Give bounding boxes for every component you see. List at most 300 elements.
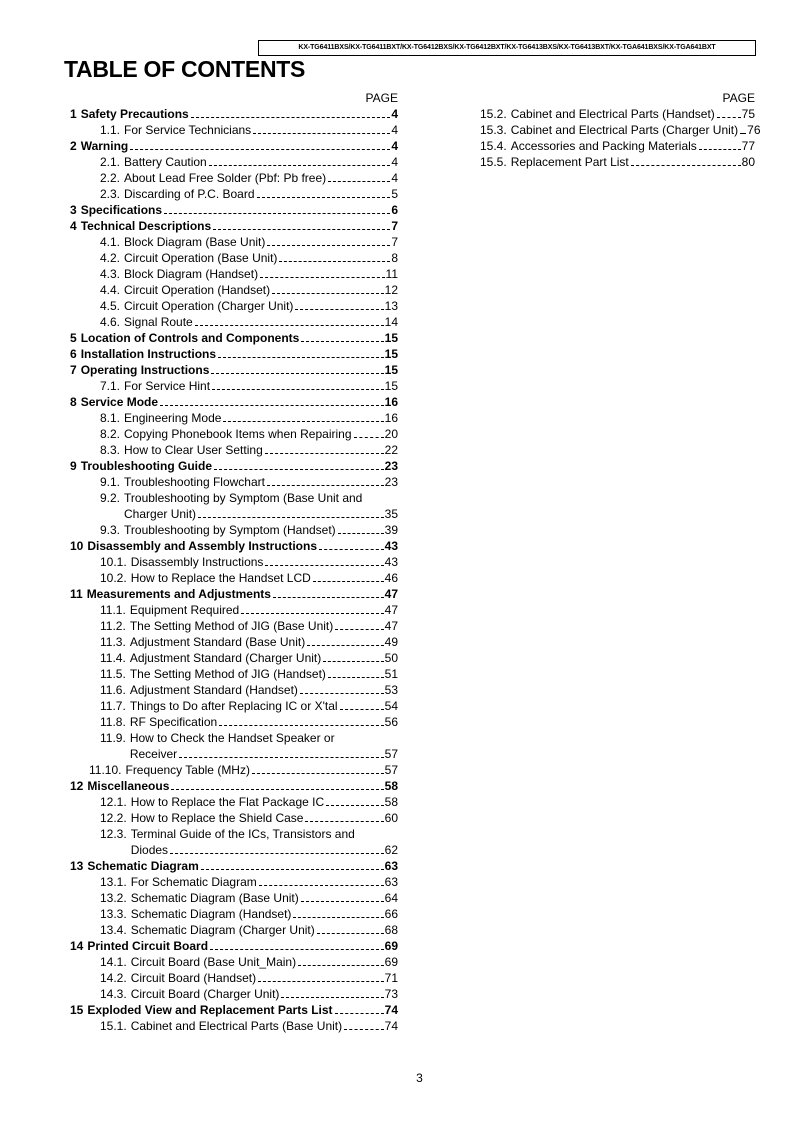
dot-leader	[279, 261, 390, 262]
toc-entry-number: 11.8.	[100, 715, 126, 729]
toc-entry-title: Block Diagram (Handset)	[124, 267, 259, 281]
toc-entry-number: 2.3.	[100, 187, 121, 201]
toc-entry[interactable]	[70, 490, 398, 522]
toc-entry-title: Circuit Operation (Base Unit)	[124, 251, 278, 265]
toc-entry-number: 11	[70, 587, 83, 601]
dot-leader	[699, 149, 741, 150]
dot-leader	[195, 325, 384, 326]
toc-entry-number: 9.2.	[100, 491, 121, 505]
toc-entry-title: Equipment Required	[129, 603, 240, 617]
toc-entry-page: 49	[384, 635, 398, 649]
toc-entry[interactable]	[70, 858, 398, 874]
dot-leader	[179, 757, 383, 758]
toc-entry-number: 15.2.	[480, 107, 507, 121]
toc-entry[interactable]	[70, 762, 398, 778]
toc-entry-title: Specifications	[80, 203, 163, 217]
toc-entry-title: Service Mode	[80, 395, 159, 409]
toc-entry-page: 15	[384, 331, 398, 345]
toc-entry-title: About Lead Free Solder (Pbf: Pb free)	[124, 171, 327, 185]
toc-entry[interactable]	[70, 778, 398, 794]
toc-entry-page: 11	[385, 267, 398, 281]
toc-entry[interactable]	[70, 906, 398, 922]
toc-entry-title: Troubleshooting by Symptom (Handset)	[124, 523, 336, 537]
toc-entry[interactable]	[70, 874, 398, 890]
toc-entry[interactable]	[70, 426, 398, 442]
toc-entry-title: How to Replace the Handset LCD	[130, 571, 311, 585]
toc-entry-title: Technical Descriptions	[80, 219, 212, 233]
page-column-label: PAGE	[722, 91, 755, 105]
dot-leader	[319, 549, 384, 550]
toc-entry-number: 4.1.	[100, 235, 121, 249]
toc-entry[interactable]	[70, 554, 398, 570]
toc-entry[interactable]	[70, 266, 398, 282]
toc-entry[interactable]	[70, 586, 398, 602]
toc-entry-page: 47	[384, 587, 398, 601]
dot-leader	[265, 453, 384, 454]
toc-entry-title: Schematic Diagram (Handset)	[130, 907, 292, 921]
dot-leader	[326, 805, 384, 806]
dot-leader	[317, 933, 384, 934]
dot-leader	[298, 965, 384, 966]
toc-entry[interactable]	[70, 186, 398, 202]
toc-entry-page: 4	[391, 171, 398, 185]
dot-leader	[198, 517, 384, 518]
toc-entry-number: 8.2.	[100, 427, 121, 441]
toc-entry-number: 12.3.	[100, 827, 127, 841]
page-column-label: PAGE	[365, 91, 398, 105]
toc-entry[interactable]	[70, 538, 398, 554]
toc-entry-title: Location of Controls and Components	[80, 331, 300, 345]
toc-entry[interactable]	[70, 922, 398, 938]
toc-entry[interactable]	[70, 138, 398, 154]
dot-leader	[301, 901, 384, 902]
dot-leader	[344, 1029, 384, 1030]
toc-entry[interactable]	[450, 138, 755, 154]
toc-entry-number: 11.5.	[100, 667, 126, 681]
dot-leader	[201, 869, 384, 870]
toc-entry-number: 11.4.	[100, 651, 126, 665]
toc-entry[interactable]	[70, 986, 398, 1002]
dot-leader	[272, 293, 384, 294]
toc-entry-page: 47	[384, 603, 398, 617]
toc-entry-title: Installation Instructions	[80, 347, 217, 361]
toc-entry-number: 10.2.	[100, 571, 127, 585]
page-title: TABLE OF CONTENTS	[64, 56, 306, 82]
toc-entry-page: 69	[384, 955, 398, 969]
toc-entry-number: 11.3.	[100, 635, 126, 649]
toc-entry[interactable]	[450, 122, 761, 138]
toc-entry-number: 12.2.	[100, 811, 127, 825]
toc-entry[interactable]	[70, 666, 398, 682]
dot-leader	[300, 693, 384, 694]
toc-entry-number: 11.6.	[100, 683, 126, 697]
toc-entry-title: Troubleshooting by Symptom (Base Unit and	[124, 491, 363, 505]
toc-entry-number: 4.4.	[100, 283, 121, 297]
toc-entry-title: The Setting Method of JIG (Handset)	[129, 667, 326, 681]
toc-entry-page: 35	[384, 507, 398, 521]
dot-leader	[340, 709, 384, 710]
toc-entry-number: 14	[70, 939, 84, 953]
toc-entry-number: 15.3.	[480, 123, 507, 137]
dot-leader	[170, 853, 384, 854]
toc-entry-page: 57	[384, 747, 398, 761]
toc-entry-page: 7	[391, 219, 398, 233]
toc-entry-number: 12.1.	[100, 795, 127, 809]
toc-entry-number: 10.1.	[100, 555, 127, 569]
toc-entry-title-continued: Receiver	[129, 747, 178, 761]
toc-entry-number: 14.2.	[100, 971, 127, 985]
toc-entry[interactable]	[70, 714, 398, 730]
toc-entry[interactable]	[70, 122, 398, 138]
dot-leader	[281, 997, 383, 998]
toc-entry-number: 6	[70, 347, 77, 361]
toc-entry[interactable]	[70, 698, 398, 714]
toc-column-left	[70, 90, 398, 1034]
toc-entry-page: 80	[741, 155, 755, 169]
toc-entry-page: 46	[384, 571, 398, 585]
toc-entry-page: 8	[391, 251, 398, 265]
dot-leader	[160, 405, 384, 406]
toc-entry-page: 12	[384, 283, 398, 297]
toc-entry-page: 75	[741, 107, 755, 121]
toc-entry-title: For Service Hint	[124, 379, 211, 393]
toc-entry-page: 60	[384, 811, 398, 825]
dot-leader	[307, 645, 383, 646]
toc-entry-title: How to Replace the Shield Case	[130, 811, 304, 825]
toc-entry-title: Block Diagram (Base Unit)	[124, 235, 266, 249]
toc-entry-number: 11.10.	[89, 763, 122, 777]
toc-entry[interactable]	[70, 1018, 398, 1034]
toc-entry-page: 58	[384, 795, 398, 809]
toc-entry-page: 51	[384, 667, 398, 681]
toc-entry-page: 77	[741, 139, 755, 153]
toc-entry-title: Things to Do after Replacing IC or X'tal	[129, 699, 338, 713]
toc-entry-page: 4	[391, 107, 398, 121]
toc-entry-number: 13.1.	[100, 875, 127, 889]
toc-entry-title: Troubleshooting Flowchart	[124, 475, 265, 489]
dot-leader	[328, 677, 384, 678]
toc-entry-number: 14.1.	[100, 955, 127, 969]
dot-leader	[305, 821, 383, 822]
toc-entry-page: 62	[384, 843, 398, 857]
toc-entry-page: 7	[391, 235, 398, 249]
toc-entry-title-continued: Charger Unit)	[124, 507, 197, 521]
dot-leader	[267, 245, 390, 246]
toc-entry[interactable]	[70, 378, 398, 394]
model-numbers-header: KX-TG6411BXS/KX-TG6411BXT/KX-TG6412BXS/KX-TG6412BXT/KX-TG6413BXS/KX-TG6413BXT/KX-TGA641BXS/KX-TGA641BXT	[258, 40, 756, 56]
toc-entry[interactable]	[70, 570, 398, 586]
toc-entry-number: 11.2.	[100, 619, 126, 633]
dot-leader	[209, 165, 391, 166]
dot-leader	[335, 1013, 384, 1014]
toc-entry-title: Warning	[80, 139, 129, 153]
toc-entry[interactable]	[70, 218, 398, 234]
dot-leader	[740, 133, 746, 134]
toc-entry-number: 15	[70, 1003, 84, 1017]
toc-entry[interactable]	[70, 618, 398, 634]
toc-entry-title: Circuit Board (Handset)	[130, 971, 257, 985]
toc-entry-title: Operating Instructions	[80, 363, 210, 377]
toc-entry-number: 13.4.	[100, 923, 127, 937]
toc-entry-title: For Schematic Diagram	[130, 875, 257, 889]
toc-entry[interactable]	[70, 314, 398, 330]
toc-entry-page: 58	[384, 779, 398, 793]
toc-entry-title: Accessories and Packing Materials	[510, 139, 697, 153]
toc-entry-title: Circuit Board (Base Unit_Main)	[130, 955, 297, 969]
dot-leader	[293, 917, 383, 918]
toc-entry-number: 4.3.	[100, 267, 121, 281]
toc-entry-title: RF Specification	[129, 715, 218, 729]
toc-entry-number: 4.2.	[100, 251, 121, 265]
toc-entry-page: 47	[384, 619, 398, 633]
toc-entry-title: Adjustment Standard (Handset)	[129, 683, 298, 697]
dot-leader	[212, 389, 384, 390]
toc-entry-title: Cabinet and Electrical Parts (Charger Unit)	[510, 123, 739, 137]
toc-entry-page: 57	[384, 763, 398, 777]
toc-entry[interactable]	[70, 170, 398, 186]
toc-entry-title: Schematic Diagram	[87, 859, 199, 873]
dot-leader	[328, 181, 390, 182]
toc-entry-number: 15.1.	[100, 1019, 127, 1033]
toc-entry-number: 4.5.	[100, 299, 121, 313]
toc-entry-title: Engineering Mode	[124, 411, 222, 425]
dot-leader	[130, 149, 390, 150]
toc-entry-number: 7.1.	[100, 379, 121, 393]
dot-leader	[252, 773, 384, 774]
toc-entry-page: 23	[384, 459, 398, 473]
toc-entry-number: 2.1.	[100, 155, 121, 169]
toc-entry[interactable]	[450, 106, 755, 122]
toc-entry-number: 3	[70, 203, 77, 217]
toc-entry-title: Circuit Operation (Charger Unit)	[124, 299, 294, 313]
toc-entry-title: Signal Route	[124, 315, 193, 329]
toc-entry[interactable]	[70, 970, 398, 986]
toc-entry-page: 68	[384, 923, 398, 937]
toc-list-left	[70, 106, 398, 1034]
toc-entry-page: 22	[384, 443, 398, 457]
toc-entry-number: 13.3.	[100, 907, 127, 921]
toc-entry-number: 11.9.	[100, 731, 126, 745]
dot-leader	[301, 341, 383, 342]
toc-entry-page: 20	[384, 427, 398, 441]
toc-entry-title-continued: Diodes	[130, 843, 169, 857]
toc-entry[interactable]	[70, 458, 398, 474]
toc-entry-title: Exploded View and Replacement Parts List	[87, 1003, 333, 1017]
toc-entry-number: 7	[70, 363, 77, 377]
toc-entry-page: 13	[384, 299, 398, 313]
dot-leader	[323, 661, 383, 662]
toc-entry[interactable]	[70, 250, 398, 266]
toc-entry[interactable]	[70, 442, 398, 458]
toc-entry-title: Circuit Board (Charger Unit)	[130, 987, 280, 1001]
toc-entry-title: Safety Precautions	[80, 107, 189, 121]
toc-entry-number: 11.1.	[100, 603, 126, 617]
toc-entry[interactable]	[70, 394, 398, 410]
toc-entry[interactable]	[70, 362, 398, 378]
dot-leader	[260, 277, 384, 278]
dot-leader	[265, 565, 383, 566]
toc-entry-number: 8	[70, 395, 77, 409]
toc-entry-page: 4	[391, 139, 398, 153]
dot-leader	[241, 613, 383, 614]
dot-leader	[213, 229, 390, 230]
toc-entry-title: Replacement Part List	[510, 155, 629, 169]
toc-entry-page: 56	[384, 715, 398, 729]
toc-entry-title: Terminal Guide of the ICs, Transistors and	[130, 827, 355, 841]
toc-entry-page: 50	[384, 651, 398, 665]
toc-entry-page: 71	[384, 971, 398, 985]
dot-leader	[267, 485, 384, 486]
dot-leader	[211, 373, 383, 374]
toc-entry[interactable]	[70, 330, 398, 346]
toc-entry-title: Copying Phonebook Items when Repairing	[124, 427, 352, 441]
toc-entry-title: How to Clear User Setting	[124, 443, 263, 457]
toc-entry[interactable]	[70, 954, 398, 970]
toc-entry-page: 4	[391, 155, 398, 169]
toc-entry[interactable]	[70, 730, 398, 762]
toc-entry-number: 10	[70, 539, 84, 553]
toc-entry-number: 12	[70, 779, 84, 793]
toc-column-right	[450, 90, 761, 170]
toc-entry-page: 63	[384, 875, 398, 889]
toc-entry-page: 16	[384, 395, 398, 409]
toc-entry-title: Discarding of P.C. Board	[124, 187, 255, 201]
toc-entry-page: 54	[384, 699, 398, 713]
dot-leader	[335, 629, 383, 630]
toc-entry[interactable]	[450, 154, 755, 170]
toc-entry-title: Disassembly and Assembly Instructions	[87, 539, 317, 553]
toc-entry[interactable]	[70, 234, 398, 250]
toc-entry-number: 15.5.	[480, 155, 507, 169]
toc-entry-title: Adjustment Standard (Charger Unit)	[129, 651, 322, 665]
toc-entry-page: 14	[384, 315, 398, 329]
toc-list-right	[450, 106, 761, 170]
dot-leader	[259, 885, 384, 886]
dot-leader	[338, 533, 384, 534]
toc-entry-title: Schematic Diagram (Base Unit)	[130, 891, 299, 905]
toc-entry-page: 76	[747, 123, 761, 137]
toc-entry-number: 9.3.	[100, 523, 121, 537]
toc-entry-title: Cabinet and Electrical Parts (Handset)	[510, 107, 715, 121]
toc-entry-number: 8.3.	[100, 443, 121, 457]
toc-entry-page: 74	[384, 1019, 398, 1033]
toc-entry[interactable]	[70, 794, 398, 810]
toc-entry-page: 39	[384, 523, 398, 537]
page-number: 3	[416, 1071, 423, 1085]
dot-leader	[210, 949, 384, 950]
toc-entry-number: 13.2.	[100, 891, 127, 905]
toc-entry-number: 14.3.	[100, 987, 127, 1001]
toc-entry-number: 5	[70, 331, 77, 345]
dot-leader	[273, 597, 384, 598]
toc-entry-page: 15	[384, 379, 398, 393]
dot-leader	[717, 117, 741, 118]
toc-entry-title: The Setting Method of JIG (Base Unit)	[129, 619, 334, 633]
toc-entry[interactable]	[70, 826, 398, 858]
dot-leader	[253, 133, 390, 134]
toc-entry-title: Schematic Diagram (Charger Unit)	[130, 923, 315, 937]
toc-entry-page: 73	[384, 987, 398, 1001]
dot-leader	[631, 165, 741, 166]
toc-entry-page: 23	[384, 475, 398, 489]
toc-entry-number: 4.6.	[100, 315, 121, 329]
toc-entry-title: Frequency Table (MHz)	[125, 763, 250, 777]
toc-entry-number: 9.1.	[100, 475, 121, 489]
toc-entry-title: Printed Circuit Board	[87, 939, 209, 953]
dot-leader	[313, 581, 384, 582]
toc-entry-title: How to Replace the Flat Package IC	[130, 795, 325, 809]
toc-entry[interactable]	[70, 634, 398, 650]
toc-entry[interactable]	[70, 154, 398, 170]
toc-entry[interactable]	[70, 1002, 398, 1018]
toc-entry-title: Disassembly Instructions	[130, 555, 264, 569]
toc-entry-page: 16	[384, 411, 398, 425]
toc-entry[interactable]	[70, 682, 398, 698]
dot-leader	[214, 469, 384, 470]
toc-entry-title: Cabinet and Electrical Parts (Base Unit)	[130, 1019, 343, 1033]
toc-entry-page: 53	[384, 683, 398, 697]
toc-entry-title: For Service Technicians	[124, 123, 252, 137]
toc-entry-number: 9	[70, 459, 77, 473]
toc-entry[interactable]	[70, 202, 398, 218]
dot-leader	[219, 725, 383, 726]
toc-entry-page: 63	[384, 859, 398, 873]
dot-leader	[295, 309, 383, 310]
toc-entry[interactable]	[70, 106, 398, 122]
toc-entry-page: 6	[391, 203, 398, 217]
dot-leader	[258, 981, 384, 982]
toc-entry-number: 4	[70, 219, 77, 233]
dot-leader	[164, 213, 390, 214]
toc-entry[interactable]	[70, 522, 398, 538]
toc-entry[interactable]	[70, 810, 398, 826]
dot-leader	[171, 789, 383, 790]
toc-entry[interactable]	[70, 602, 398, 618]
dot-leader	[191, 117, 391, 118]
toc-entry-number: 1.1.	[100, 123, 121, 137]
toc-entry[interactable]	[70, 410, 398, 426]
toc-entry-title: Miscellaneous	[87, 779, 170, 793]
toc-entry[interactable]	[70, 890, 398, 906]
toc-entry-page: 15	[384, 363, 398, 377]
toc-entry-number: 13	[70, 859, 84, 873]
toc-entry-page: 43	[384, 555, 398, 569]
toc-entry-number: 2.2.	[100, 171, 121, 185]
toc-entry-number: 2	[70, 139, 77, 153]
toc-entry-number: 1	[70, 107, 77, 121]
toc-entry-page: 64	[384, 891, 398, 905]
toc-entry-page: 69	[384, 939, 398, 953]
toc-entry[interactable]	[70, 938, 398, 954]
toc-entry[interactable]	[70, 474, 398, 490]
toc-entry-number: 15.4.	[480, 139, 507, 153]
dot-leader	[223, 421, 383, 422]
toc-entry-page: 5	[391, 187, 398, 201]
toc-entry-page: 43	[384, 539, 398, 553]
toc-entry-page: 74	[384, 1003, 398, 1017]
dot-leader	[354, 437, 384, 438]
toc-entry-title: Troubleshooting Guide	[80, 459, 213, 473]
toc-entry[interactable]	[70, 346, 398, 362]
toc-entry[interactable]	[70, 298, 398, 314]
dot-leader	[257, 197, 391, 198]
toc-entry-title: Measurements and Adjustments	[86, 587, 271, 601]
toc-entry-page: 15	[384, 347, 398, 361]
toc-entry-title: Battery Caution	[124, 155, 207, 169]
toc-entry[interactable]	[70, 650, 398, 666]
toc-entry[interactable]	[70, 282, 398, 298]
toc-entry-number: 8.1.	[100, 411, 121, 425]
